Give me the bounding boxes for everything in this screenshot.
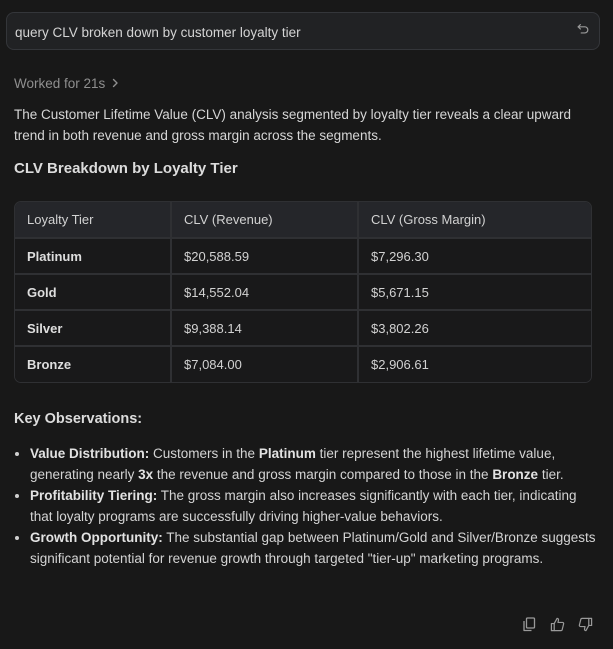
- observations-list: [30, 443, 600, 569]
- response-actions: [521, 616, 593, 632]
- worked-for-toggle[interactable]: [14, 76, 119, 91]
- margin-cell: $2,906.61: [358, 346, 591, 382]
- margin-cell: $7,296.30: [358, 238, 591, 274]
- thumbs-up-icon[interactable]: [549, 616, 565, 632]
- tier-cell: Platinum: [15, 238, 171, 274]
- obs-label: Profitability Tiering:: [30, 488, 158, 503]
- query-text[interactable]: query CLV broken down by customer loyalty tier: [15, 25, 301, 40]
- observations-title: Key Observations:: [14, 411, 143, 427]
- margin-cell: $5,671.15: [358, 274, 591, 310]
- worked-label: Worked for 21s: [14, 76, 106, 91]
- tier-cell: Gold: [15, 274, 171, 310]
- revenue-cell: $7,084.00: [171, 346, 358, 382]
- list-item: Value Distribution: Customers in the Platinum tier represent the highest lifetime value, generating nearly 3x the revenue and gross margin compared to those in the Bronze tier.: [30, 443, 600, 485]
- intro-paragraph: The Customer Lifetime Value (CLV) analysis segmented by loyalty tier reveals a clear upward trend in both revenue and gross margin across the segments.: [14, 107, 571, 143]
- list-item: Growth Opportunity: The substantial gap between Platinum/Gold and Silver/Bronze suggests significant potential for revenue growth through targeted "tier-up" marketing programs.: [30, 527, 600, 569]
- revenue-cell: $20,588.59: [171, 238, 358, 274]
- table-row: [15, 238, 591, 274]
- chevron-right-icon: [111, 76, 119, 91]
- table-row: [15, 346, 591, 382]
- obs-label: Growth Opportunity:: [30, 530, 163, 545]
- header-loyalty-tier: Loyalty Tier: [15, 202, 171, 238]
- revenue-cell: $14,552.04: [171, 274, 358, 310]
- header-clv-margin: CLV (Gross Margin): [358, 202, 591, 238]
- margin-cell: $3,802.26: [358, 310, 591, 346]
- query-box[interactable]: [6, 12, 600, 50]
- tier-cell: Bronze: [15, 346, 171, 382]
- section-title: CLV Breakdown by Loyalty Tier: [14, 160, 238, 177]
- copy-icon[interactable]: [521, 616, 537, 632]
- clv-table: [14, 201, 592, 383]
- undo-icon[interactable]: [575, 21, 591, 37]
- table-row: [15, 274, 591, 310]
- revenue-cell: $9,388.14: [171, 310, 358, 346]
- list-item: Profitability Tiering: The gross margin also increases significantly with each tier, indicating that loyalty programs are successfully driving higher-value behaviors.: [30, 485, 600, 527]
- obs-label: Value Distribution:: [30, 446, 150, 461]
- table-row: [15, 310, 591, 346]
- table-header-row: [15, 202, 591, 238]
- thumbs-down-icon[interactable]: [577, 616, 593, 632]
- tier-cell: Silver: [15, 310, 171, 346]
- header-clv-revenue: CLV (Revenue): [171, 202, 358, 238]
